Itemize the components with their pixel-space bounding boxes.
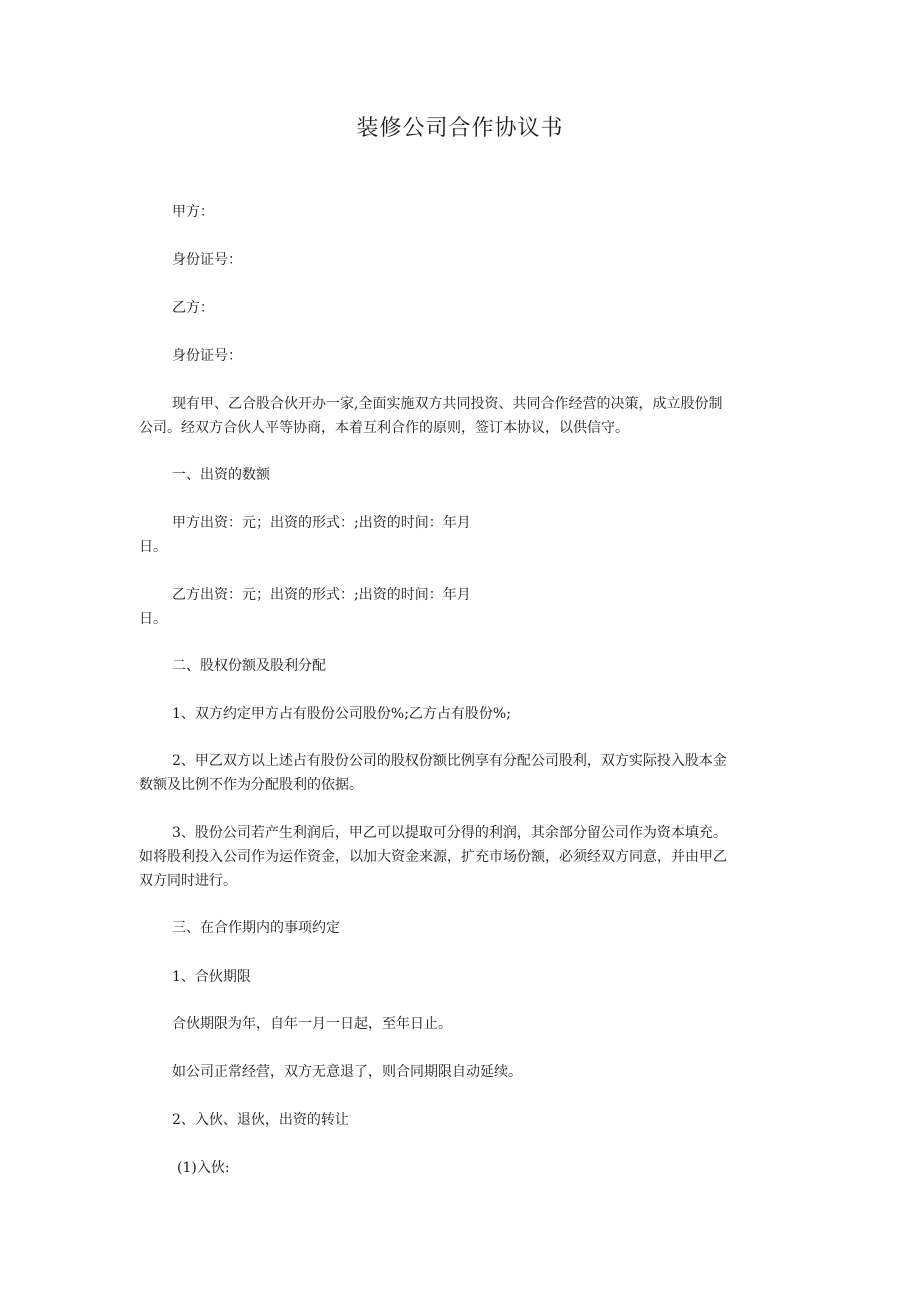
s2-item2-line: 2、甲乙双方以上述占有股份公司的股权份额比例享有分配公司股利，双方实际投入股本金 <box>172 753 727 769</box>
s2-item3 <box>139 821 789 893</box>
party-b-investment <box>139 583 471 631</box>
intro-line: 公司。经双方合伙人平等协商，本着互利合作的原则，签订本协议，以供信守。 <box>139 420 629 436</box>
party-a-label: 甲方： <box>172 204 214 220</box>
party-a-id-label: 身份证号： <box>172 252 242 268</box>
s3-item1-text: 如公司正常经营，双方无意退了，则合同期限自动延续。 <box>172 1064 522 1080</box>
investment-line: 日。 <box>139 539 167 555</box>
s2-item2 <box>139 749 789 797</box>
s2-item2-line: 数额及比例不作为分配股利的依据。 <box>139 777 363 793</box>
intro-line: 现有甲、乙合股合伙开办一家,全面实施双方共同投资、共同合作经营的决策，成立股份制 <box>172 396 723 412</box>
s2-item3-line: 双方同时进行。 <box>139 873 237 889</box>
party-b-id-label: 身份证号： <box>172 348 242 364</box>
s2-item3-line: 3、股份公司若产生利润后，甲乙可以提取可分得的利润，其余部分留公司作为资本填充。 <box>172 825 727 841</box>
s3-item1-heading: 1、合伙期限 <box>172 969 251 985</box>
section2-heading: 二、股权份额及股利分配 <box>172 658 326 674</box>
s2-item3-line: 如将股利投入公司作为运作资金，以加大资金来源，扩充市场份额，必须经双方同意，并由甲乙 <box>139 849 727 865</box>
party-b-label: 乙方： <box>172 300 214 316</box>
s2-item1: 1、双方约定甲方占有股份公司股份%;乙方占有股份%; <box>172 706 511 722</box>
investment-line: 日。 <box>139 611 167 627</box>
s3-item2-heading: 2、入伙、退伙，出资的转让 <box>172 1112 349 1128</box>
section1-heading: 一、出资的数额 <box>172 467 270 483</box>
intro-paragraph <box>139 392 789 440</box>
investment-line: 甲方出资：元；出资的形式：;出资的时间：年月 <box>172 515 471 531</box>
section3-heading: 三、在合作期内的事项约定 <box>172 920 340 936</box>
document-title: 装修公司合作协议书 <box>356 116 564 141</box>
s3-item1-text: 合伙期限为年，自年一月一日起，至年日止。 <box>172 1016 452 1032</box>
party-a-investment <box>139 511 471 559</box>
investment-line: 乙方出资：元；出资的形式：;出资的时间：年月 <box>172 587 471 603</box>
s3-item2-sub1: (1)入伙: <box>177 1160 230 1176</box>
